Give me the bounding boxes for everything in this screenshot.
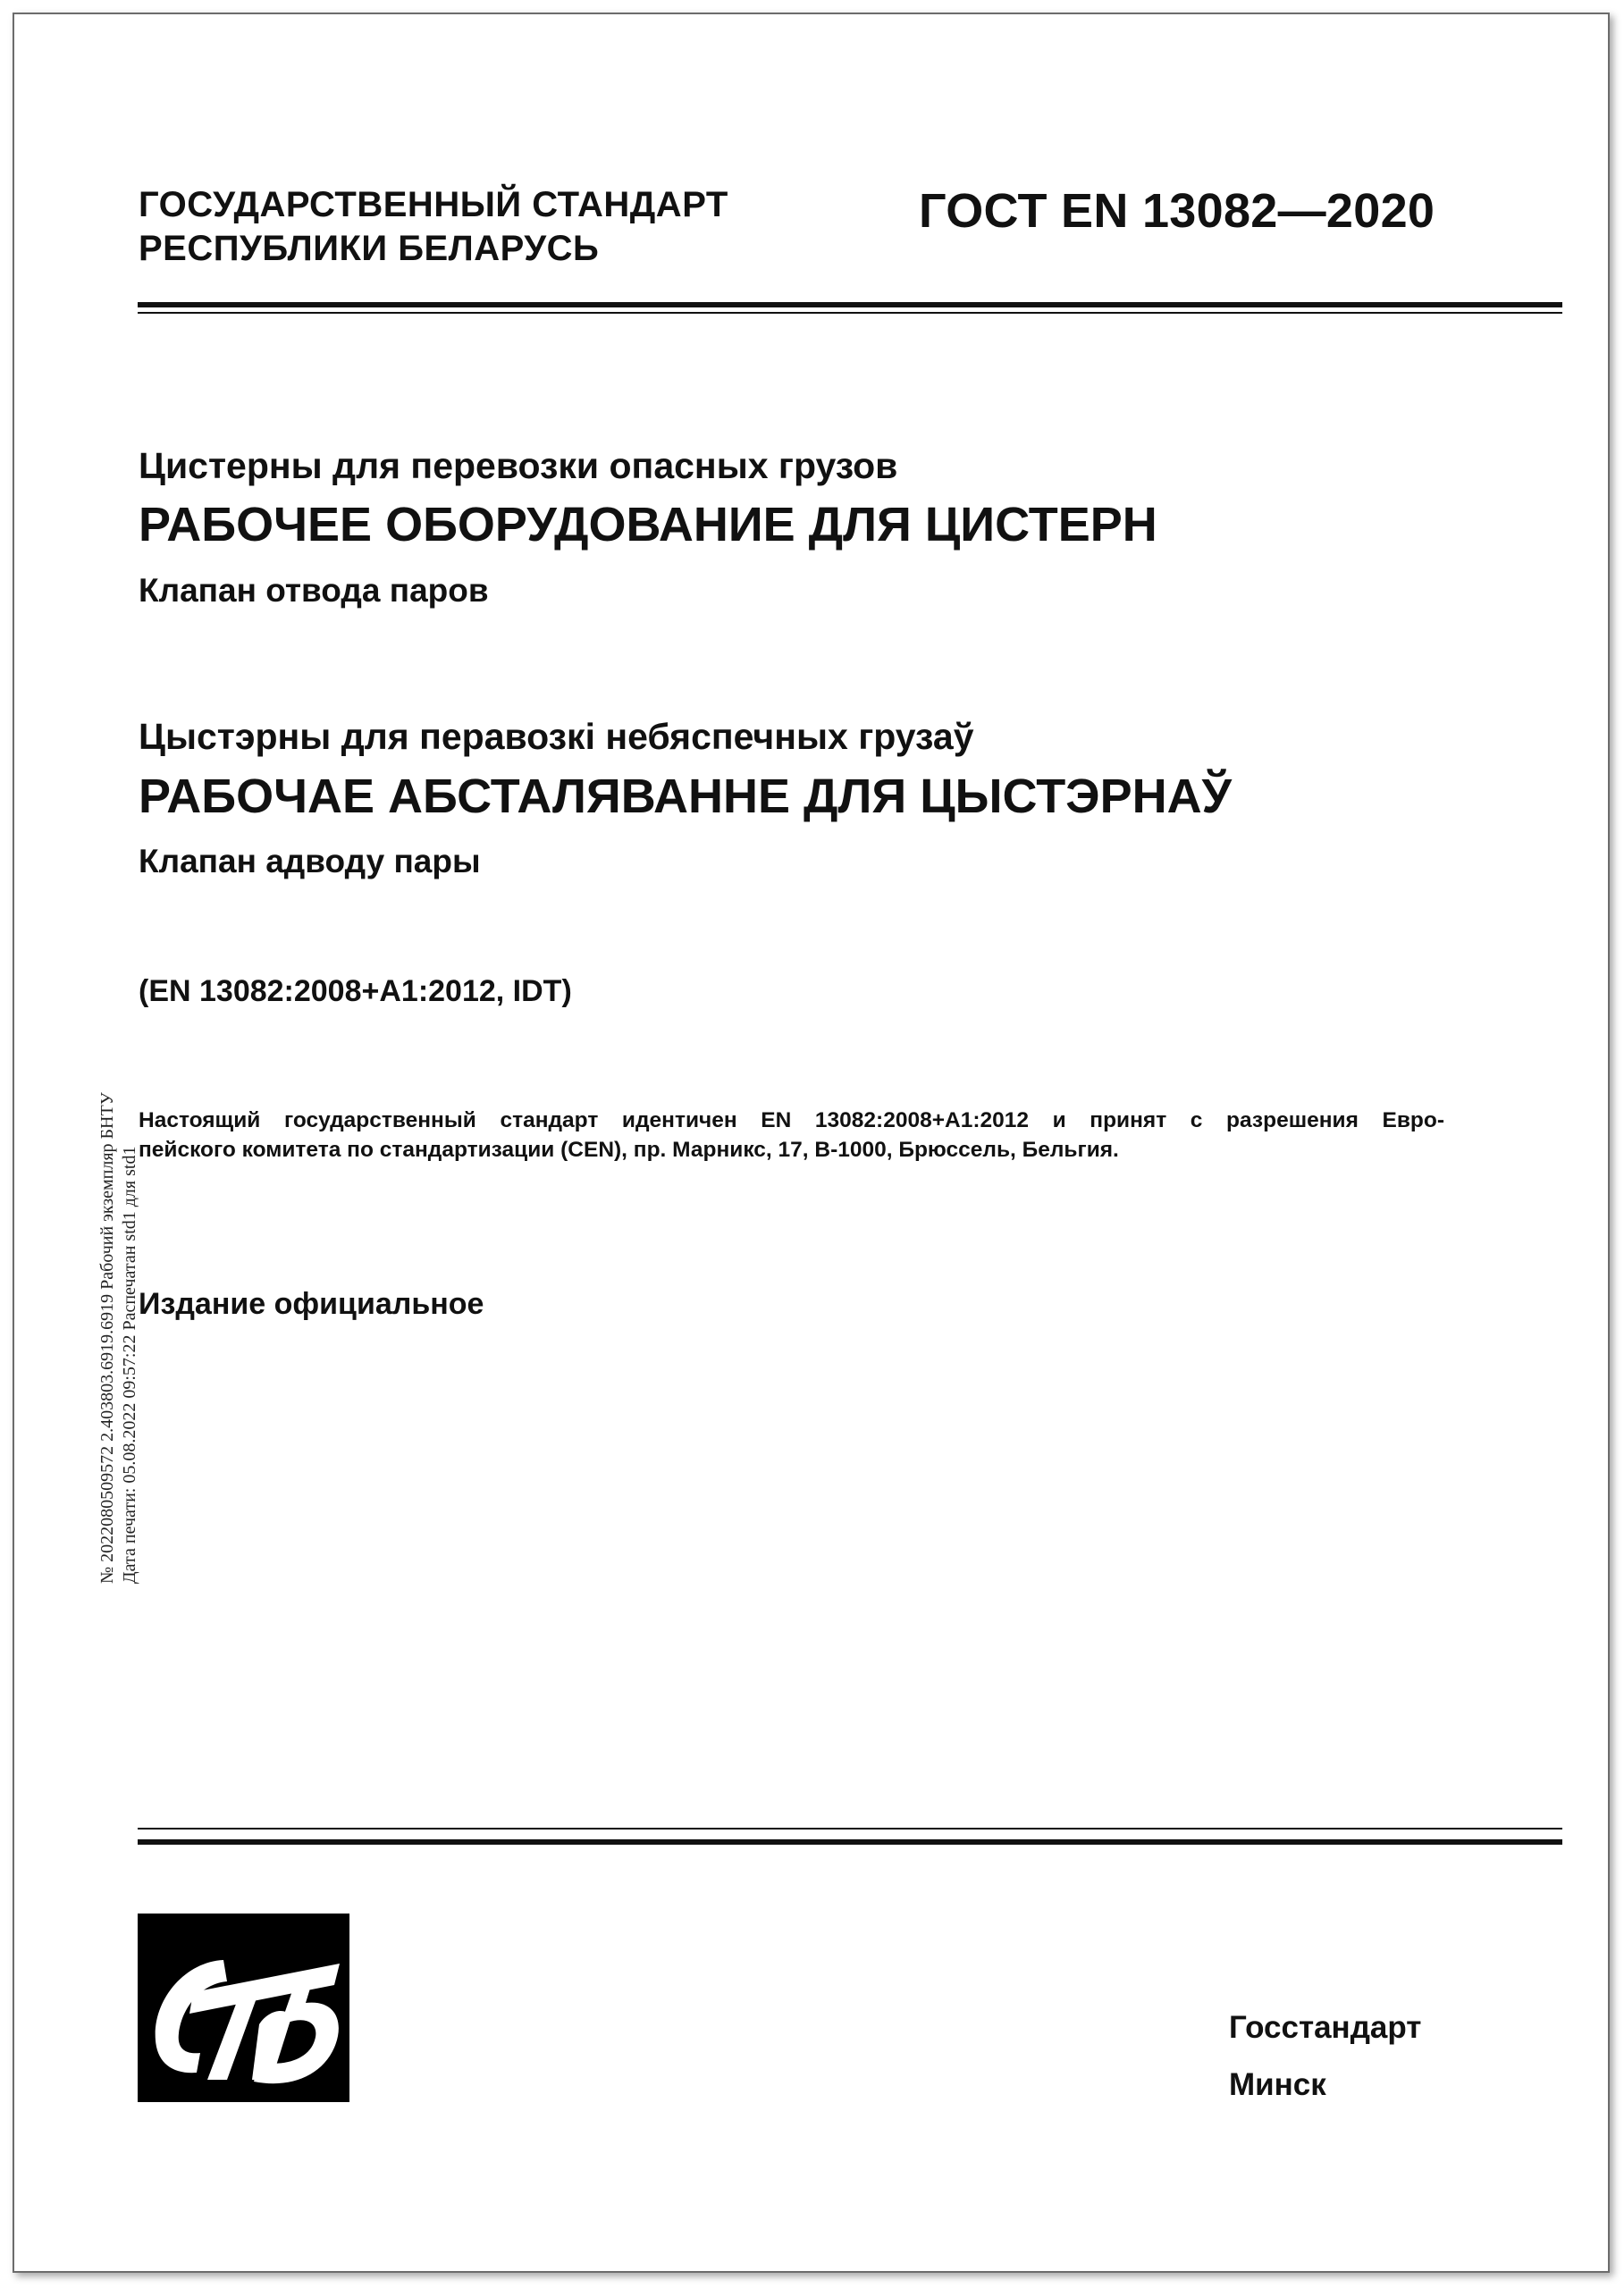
print-stamp-line2: Дата печати: 05.08.2022 09:57:22 Распечатан std1 для std1 <box>120 1146 139 1584</box>
print-stamp <box>97 779 141 1584</box>
standard-designation: ГОСТ EN 13082—2020 <box>919 184 1435 238</box>
title-by-group: Цыстэрны для перавозкі небяспечных грузаў <box>139 716 974 757</box>
title-ru-sub: Клапан отвода паров <box>139 572 489 609</box>
title-by-main: РАБОЧАЕ АБСТАЛЯВАННЕ ДЛЯ ЦЫСТЭРНАЎ <box>139 770 1233 823</box>
title-by-sub: Клапан адводу пары <box>139 843 481 879</box>
standard-country-line1: ГОСУДАРСТВЕННЫЙ СТАНДАРТ <box>139 185 728 224</box>
identity-notice-line2: пейского комитета по стандартизации (CEN), пр. Марникс, 17, B-1000, Брюссель, Бельгия. <box>139 1138 1119 1162</box>
footer-rule-thin <box>138 1828 1562 1830</box>
gosstandart-logo <box>138 1914 349 2102</box>
publisher-name: Госстандарт <box>1229 2010 1422 2045</box>
identity-notice <box>139 1106 1444 1165</box>
print-stamp-line1: № 2022080509572 2.403803.6919.6919 Рабочий экземпляр БНТУ <box>97 1092 117 1584</box>
title-ru-main: РАБОЧЕЕ ОБОРУДОВАНИЕ ДЛЯ ЦИСТЕРН <box>139 498 1157 551</box>
footer-rule-thick <box>138 1839 1562 1845</box>
publisher-city: Минск <box>1229 2067 1326 2102</box>
standard-country-block <box>139 183 728 271</box>
en-reference: (EN 13082:2008+A1:2012, IDT) <box>139 974 572 1008</box>
gosstandart-st-logo-icon <box>138 1914 349 2102</box>
header-rule-thick <box>138 302 1562 307</box>
standard-country-line2: РЕСПУБЛИКИ БЕЛАРУСЬ <box>139 229 600 268</box>
official-edition-label: Издание официальное <box>139 1287 484 1321</box>
header-rule-thin <box>138 312 1562 314</box>
title-ru-group: Цистерны для перевозки опасных грузов <box>139 445 898 486</box>
identity-notice-line1: Настоящий государственный стандарт идентичен EN 13082:2008+A1:2012 и принят с разрешения Евро- <box>139 1108 1444 1132</box>
